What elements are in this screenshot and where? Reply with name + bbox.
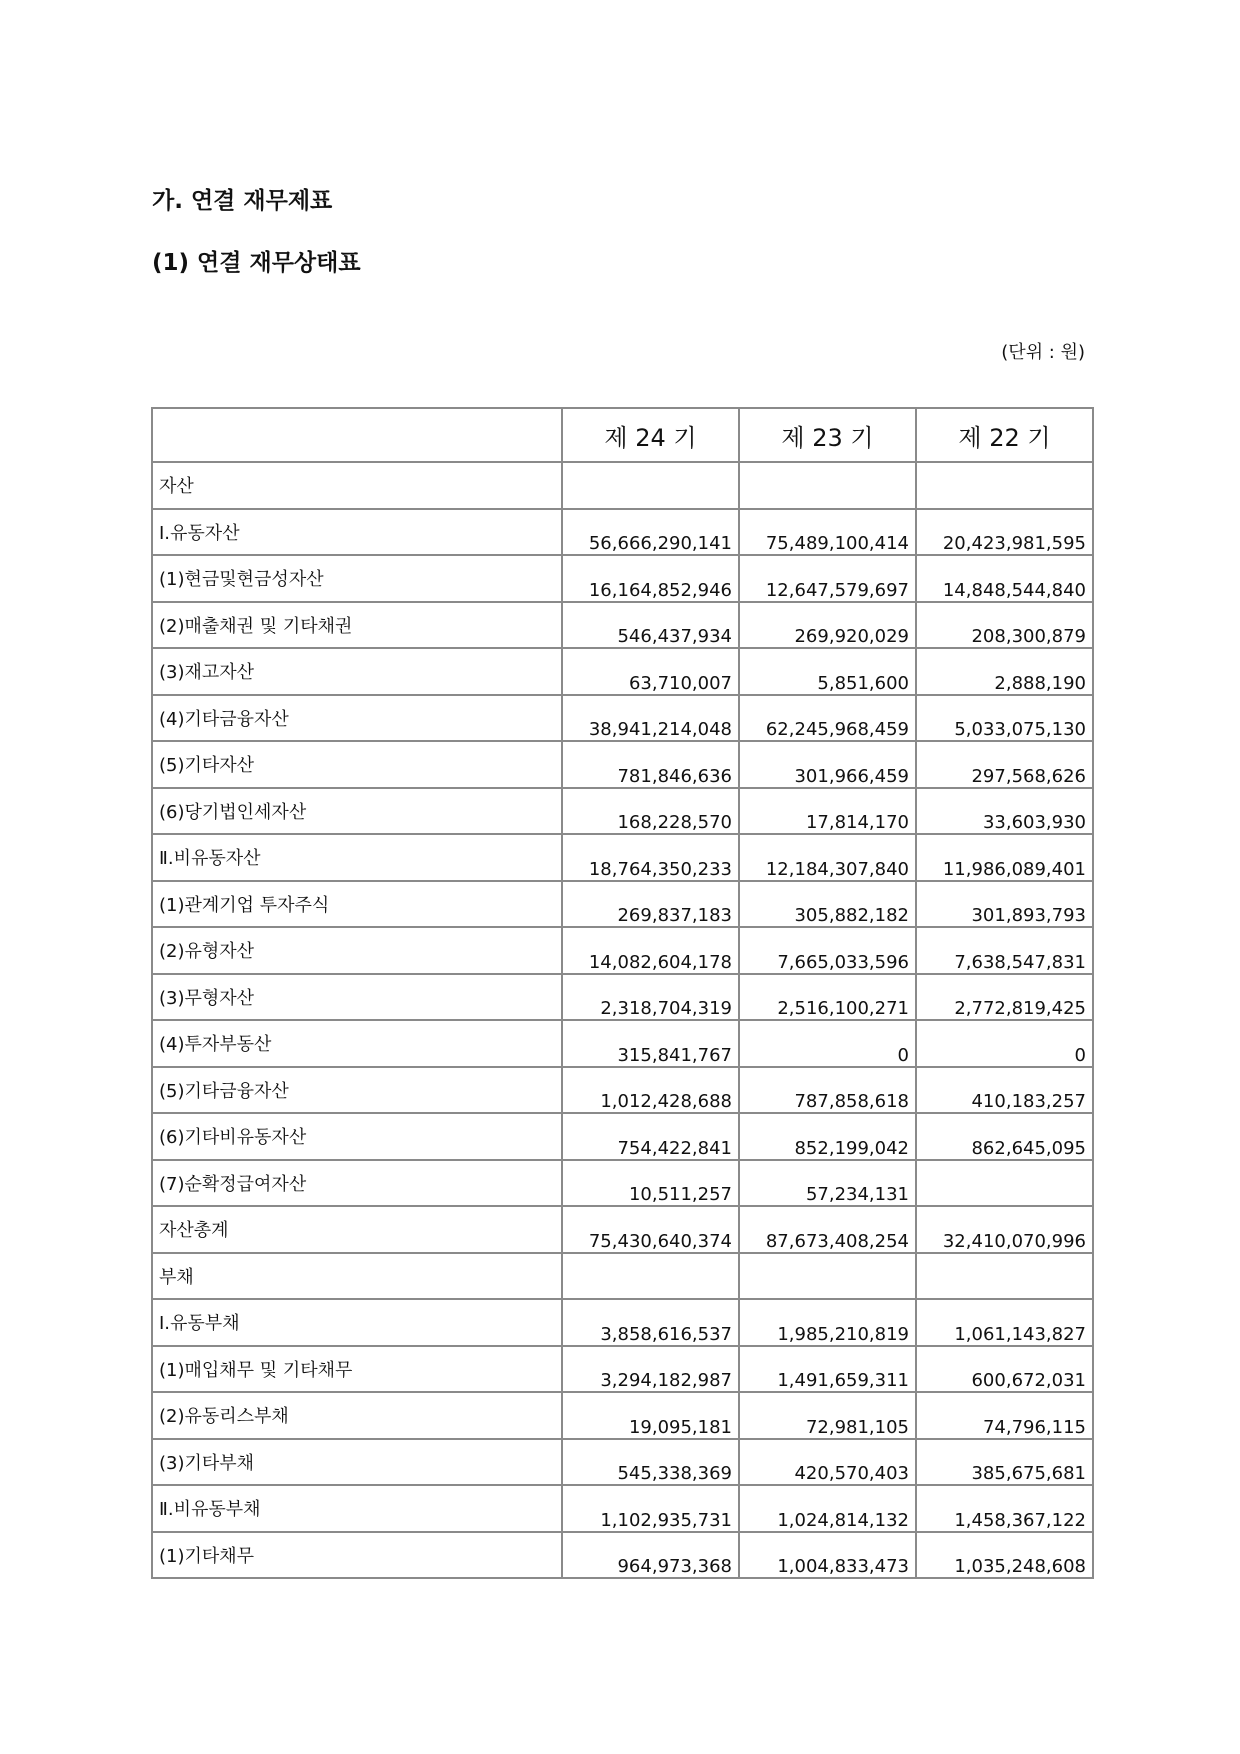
table-row: [152, 974, 1093, 1021]
value-cell-v23: 305,882,182: [739, 881, 916, 928]
value-cell-v23: 87,673,408,254: [739, 1206, 916, 1253]
table-row: [152, 1020, 1093, 1067]
value-cell-v22: 20,423,981,595: [916, 509, 1093, 556]
value-cell-v23: 75,489,100,414: [739, 509, 916, 556]
row-label: (4)기타금융자산: [152, 695, 562, 742]
row-label: (7)순확정급여자산: [152, 1160, 562, 1207]
table-row: [152, 1485, 1093, 1532]
value-cell-v22: 1,458,367,122: [916, 1485, 1093, 1532]
row-label: (3)기타부채: [152, 1439, 562, 1486]
row-label: (3)재고자산: [152, 648, 562, 695]
header-cell-period-22: 제 22 기: [916, 408, 1093, 462]
table-row: [152, 648, 1093, 695]
table-row: [152, 1067, 1093, 1114]
value-cell-v22: 208,300,879: [916, 602, 1093, 649]
row-label: (6)기타비유동자산: [152, 1113, 562, 1160]
value-cell-v24: 545,338,369: [562, 1439, 739, 1486]
value-cell-v24: 10,511,257: [562, 1160, 739, 1207]
value-cell-v24: 1,102,935,731: [562, 1485, 739, 1532]
row-label: 자산총계: [152, 1206, 562, 1253]
value-cell-v24: 3,294,182,987: [562, 1346, 739, 1393]
value-cell-v22: [916, 1160, 1093, 1207]
row-label: Ⅱ.비유동자산: [152, 834, 562, 881]
header-cell-period-24: 제 24 기: [562, 408, 739, 462]
value-cell-v23: 17,814,170: [739, 788, 916, 835]
row-label: (5)기타자산: [152, 741, 562, 788]
value-cell-v23: [739, 1253, 916, 1300]
value-cell-v22: 5,033,075,130: [916, 695, 1093, 742]
value-cell-v24: 16,164,852,946: [562, 555, 739, 602]
value-cell-v24: 75,430,640,374: [562, 1206, 739, 1253]
table-title: (1) 연결 재무상태표: [152, 250, 361, 276]
value-cell-v22: 14,848,544,840: [916, 555, 1093, 602]
value-cell-v23: [739, 462, 916, 509]
value-cell-v22: 11,986,089,401: [916, 834, 1093, 881]
row-label: 부채: [152, 1253, 562, 1300]
value-cell-v23: 57,234,131: [739, 1160, 916, 1207]
row-label: Ⅰ.유동부채: [152, 1299, 562, 1346]
value-cell-v22: 600,672,031: [916, 1346, 1093, 1393]
section-heading: 가. 연결 재무제표: [152, 188, 333, 214]
table-row: [152, 555, 1093, 602]
table-row: [152, 1532, 1093, 1579]
value-cell-v23: 7,665,033,596: [739, 927, 916, 974]
value-cell-v23: 301,966,459: [739, 741, 916, 788]
row-label: (4)투자부동산: [152, 1020, 562, 1067]
value-cell-v24: 781,846,636: [562, 741, 739, 788]
row-label: (3)무형자산: [152, 974, 562, 1021]
value-cell-v22: 0: [916, 1020, 1093, 1067]
row-label: 자산: [152, 462, 562, 509]
value-cell-v24: 2,318,704,319: [562, 974, 739, 1021]
value-cell-v23: 1,024,814,132: [739, 1485, 916, 1532]
value-cell-v24: 18,764,350,233: [562, 834, 739, 881]
value-cell-v24: 63,710,007: [562, 648, 739, 695]
value-cell-v24: 546,437,934: [562, 602, 739, 649]
row-label: (2)유형자산: [152, 927, 562, 974]
table-row: [152, 741, 1093, 788]
value-cell-v22: 385,675,681: [916, 1439, 1093, 1486]
table-row: [152, 881, 1093, 928]
value-cell-v23: 62,245,968,459: [739, 695, 916, 742]
value-cell-v22: 1,061,143,827: [916, 1299, 1093, 1346]
value-cell-v23: 5,851,600: [739, 648, 916, 695]
value-cell-v23: 0: [739, 1020, 916, 1067]
value-cell-v24: 754,422,841: [562, 1113, 739, 1160]
value-cell-v23: 852,199,042: [739, 1113, 916, 1160]
row-label: (2)유동리스부채: [152, 1392, 562, 1439]
value-cell-v24: 964,973,368: [562, 1532, 739, 1579]
row-label: (1)기타채무: [152, 1532, 562, 1579]
value-cell-v24: 38,941,214,048: [562, 695, 739, 742]
value-cell-v23: 1,004,833,473: [739, 1532, 916, 1579]
table-row: [152, 927, 1093, 974]
value-cell-v24: 315,841,767: [562, 1020, 739, 1067]
value-cell-v24: 168,228,570: [562, 788, 739, 835]
value-cell-v23: 72,981,105: [739, 1392, 916, 1439]
row-label: (5)기타금융자산: [152, 1067, 562, 1114]
value-cell-v22: 301,893,793: [916, 881, 1093, 928]
value-cell-v23: 2,516,100,271: [739, 974, 916, 1021]
row-label: (2)매출채권 및 기타채권: [152, 602, 562, 649]
table-row: [152, 1206, 1093, 1253]
table-row: [152, 834, 1093, 881]
value-cell-v22: 32,410,070,996: [916, 1206, 1093, 1253]
row-label: (1)매입채무 및 기타채무: [152, 1346, 562, 1393]
balance-sheet-table: [151, 407, 1094, 1579]
row-label: Ⅰ.유동자산: [152, 509, 562, 556]
value-cell-v23: 1,491,659,311: [739, 1346, 916, 1393]
table-row: [152, 1439, 1093, 1486]
value-cell-v22: 7,638,547,831: [916, 927, 1093, 974]
row-label: (1)관계기업 투자주식: [152, 881, 562, 928]
value-cell-v22: 1,035,248,608: [916, 1532, 1093, 1579]
table-row: [152, 1346, 1093, 1393]
table-row: [152, 509, 1093, 556]
table-row: [152, 1160, 1093, 1207]
unit-note: (단위 : 원): [1001, 342, 1085, 363]
row-label: (6)당기법인세자산: [152, 788, 562, 835]
value-cell-v24: [562, 462, 739, 509]
value-cell-v22: 410,183,257: [916, 1067, 1093, 1114]
table-row: [152, 695, 1093, 742]
value-cell-v23: 787,858,618: [739, 1067, 916, 1114]
value-cell-v24: 56,666,290,141: [562, 509, 739, 556]
value-cell-v22: 33,603,930: [916, 788, 1093, 835]
value-cell-v22: [916, 462, 1093, 509]
value-cell-v22: 297,568,626: [916, 741, 1093, 788]
value-cell-v22: 74,796,115: [916, 1392, 1093, 1439]
table-header-row: [152, 408, 1093, 462]
value-cell-v23: 269,920,029: [739, 602, 916, 649]
table-row: [152, 1392, 1093, 1439]
header-cell-label: [152, 408, 562, 462]
row-label: Ⅱ.비유동부채: [152, 1485, 562, 1532]
value-cell-v24: 19,095,181: [562, 1392, 739, 1439]
section-row: [152, 462, 1093, 509]
table-row: [152, 602, 1093, 649]
value-cell-v22: [916, 1253, 1093, 1300]
value-cell-v24: 14,082,604,178: [562, 927, 739, 974]
value-cell-v22: 2,888,190: [916, 648, 1093, 695]
value-cell-v22: 2,772,819,425: [916, 974, 1093, 1021]
value-cell-v23: 1,985,210,819: [739, 1299, 916, 1346]
table-row: [152, 1113, 1093, 1160]
value-cell-v23: 12,647,579,697: [739, 555, 916, 602]
value-cell-v23: 420,570,403: [739, 1439, 916, 1486]
value-cell-v24: 1,012,428,688: [562, 1067, 739, 1114]
value-cell-v24: 269,837,183: [562, 881, 739, 928]
table-row: [152, 1299, 1093, 1346]
table-row: [152, 788, 1093, 835]
value-cell-v24: 3,858,616,537: [562, 1299, 739, 1346]
value-cell-v23: 12,184,307,840: [739, 834, 916, 881]
header-cell-period-23: 제 23 기: [739, 408, 916, 462]
value-cell-v22: 862,645,095: [916, 1113, 1093, 1160]
row-label: (1)현금및현금성자산: [152, 555, 562, 602]
value-cell-v24: [562, 1253, 739, 1300]
section-row: [152, 1253, 1093, 1300]
